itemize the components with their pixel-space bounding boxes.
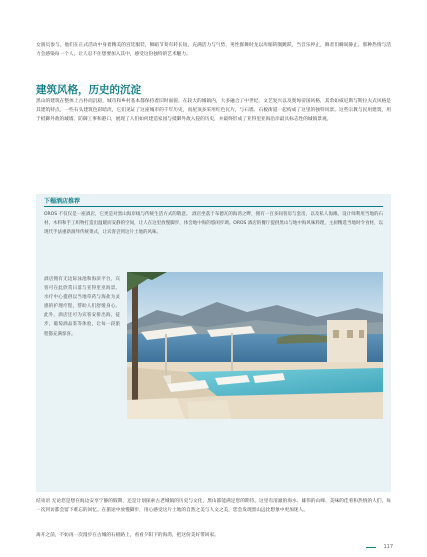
page-number: 117 xyxy=(383,544,393,550)
closing-paragraph-2: 离开之前，不妨再一次漫步在古城的石板路上，看看夕阳下的海湾，把这份美好带回家。 xyxy=(36,533,219,538)
footer-rule xyxy=(366,547,376,548)
hotel-photo xyxy=(127,272,383,419)
closing-paragraph: 结束语 无论您是想在海边安享宁静的假期，还是计划探索古老城镇的历史与文化，黑山都能满足您的期待。这里有清澈的海水、雄伟的山峰、美味的佳肴和热情的人们，每一次到访都会留下难忘的回忆。在旅途中放慢脚步，用心感受这片土地的自然之美与人文之美，您会发现黑山远比想象中更加迷人。 xyxy=(36,499,391,513)
section-body: 黑山的建筑在整体上古朴而沉稳，城市和乡村基本都保持着旧时面貌。在较大的城镇内，大多融合了中世纪、文艺复兴以及奥匈帝国风格，其余如威尼斯与斯拉夫式风格是其建筑特点。一些石头建筑色彩暗淡，它们见证了这座城市的千年历史，而屋顶多采用红色瓦片，与石墙、石板街道一起构成了这里的独特风景。这些宗教与民用建筑，用于抵御外敌的城墙、防御工事和港口，展现了人们如何建造家园与抵御外敌入侵的历史，并最终形成了亚得里亚海沿岸最具标志性的城镇景观。 xyxy=(36,99,391,122)
intro-paragraph: 女演员参与。他们在正式活动中身着精美的宫廷服装，舞蹈节奏有转长短，充满活力与气势，男性群舞时龙以库缩转圈跳跃，当音乐停止，舞者们瞬间静止。那种热情与活力会感染每一个人，让人忍不住想要加入其中，感受这份独特的艺术魅力。 xyxy=(36,43,391,57)
recommendation-body: OROS 不仅仅是一座酒店，它更是对黑山海岸线与传统生活方式的敬意。 酒店坐落于布德瓦的海湾之畔，拥有一百多间客房与套房，以及私人海滩。设计师利用当地的石材、木料和手工织物打造出温暖而安静的空间，让人在这里放慢脚步，体会地中海的悠闲步调。OROS 酒店的餐厅提供黑山与地中海风味料理，主厨精选当地时令食材，以现代手法重新演绎传统菜式，让宾客尝到这片土地的风味。 xyxy=(44,212,383,236)
recommendation-title: 下榻酒店推荐 xyxy=(44,198,81,205)
recommendation-side-text: 酒店拥有无边际泳池和海滨平台，宾客可在此欣赏日落与亚得里亚海景。水疗中心提供以当地草药与海盐为灵感的护理疗程，帮助人们舒缓身心。此外，酒店还可为宾客安排出海、徒步、葡萄酒品鉴等体验，让每一段旅程都充满惊喜。 xyxy=(44,277,120,337)
hotel-terrace-illustration xyxy=(127,272,383,419)
recommendation-divider xyxy=(44,206,383,207)
section-title: 建筑风格，历史的沉淀 xyxy=(36,84,141,96)
